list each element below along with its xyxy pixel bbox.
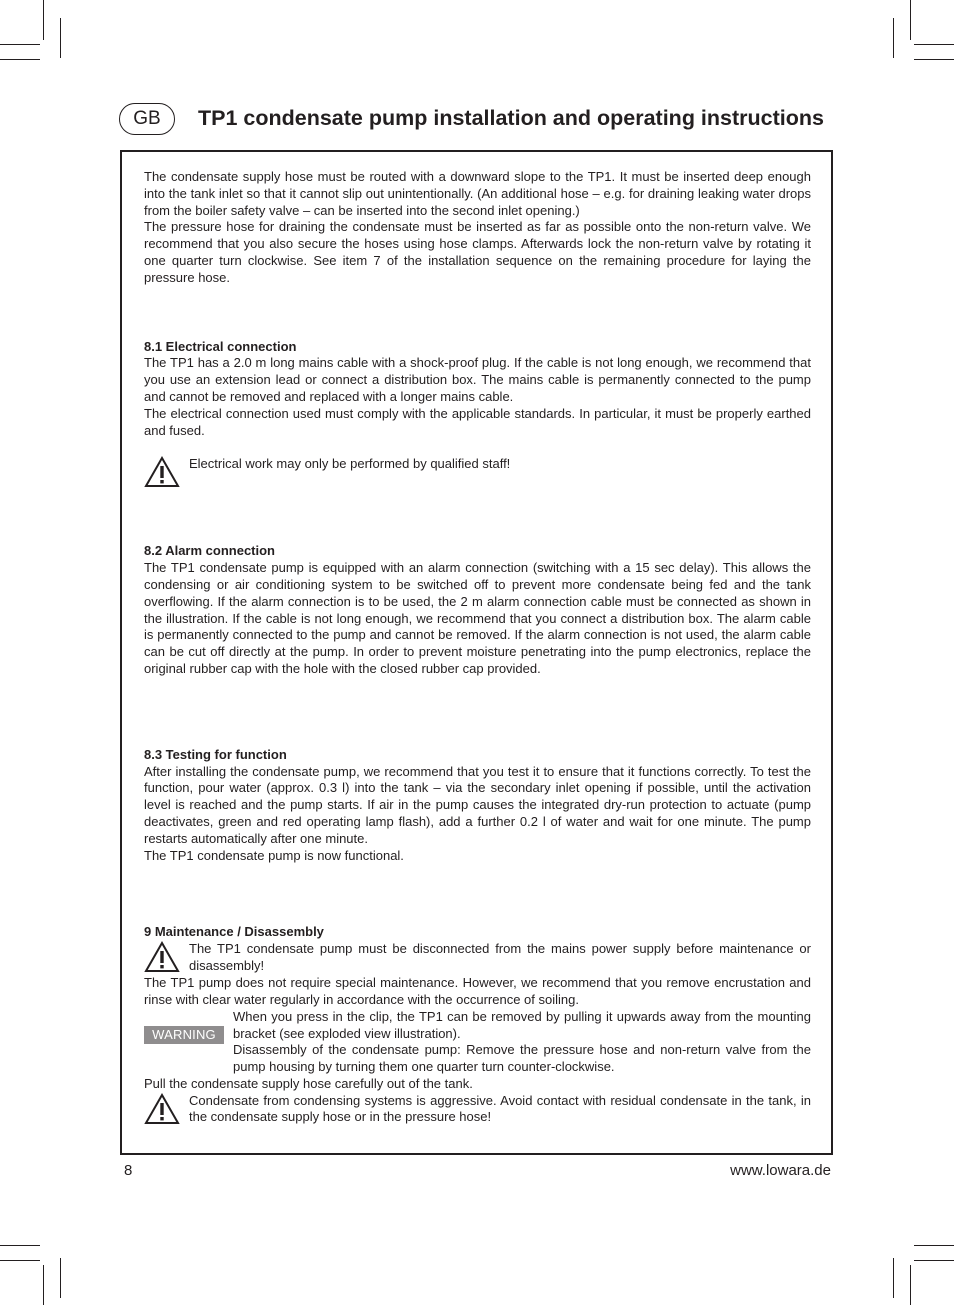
warning-icon <box>144 456 180 488</box>
electrical-paragraph: The TP1 has a 2.0 m long mains cable with a shock-proof plug. If the cable is not long enough, we recommend that you use an extension lead or connect a distribution box. The mains cable is permanently connected to the pump and cannot be removed and replaced with a longer mains cable. <box>144 355 811 404</box>
crop-mark <box>43 1265 44 1305</box>
section-heading-testing: 8.3 Testing for function <box>144 746 287 762</box>
crop-mark <box>914 1245 954 1246</box>
testing-paragraph: After installing the condensate pump, we recommend that you test it to ensure that it functions correctly. To test the function, pour water (approx. 0.3 l) into the tank – via the secondary inlet opening if possible, until the activation level is reached and the pump starts. If air in the pump causes the integrated dry-run protection to actuate (pump deactivates, green and red operating lamp flash), add a further 0.2 l of water and wait for one minute. The pump restarts automatically after one minute. <box>144 763 811 846</box>
crop-mark <box>0 59 40 60</box>
crop-mark <box>60 18 61 58</box>
section-heading-electrical: 8.1 Electrical connection <box>144 338 297 354</box>
warning-icon <box>144 941 180 973</box>
crop-mark <box>914 59 954 60</box>
section-heading-alarm: 8.2 Alarm connection <box>144 543 275 559</box>
warning-block-text: Disassembly of the condensate pump: Remove the pressure hose and non-return valve from the pump housing by turning them one quarter turn counter-clockwise. <box>233 1042 811 1075</box>
maintenance-paragraph: Pull the condensate supply hose carefully out of the tank. <box>144 1075 473 1091</box>
crop-mark <box>60 1258 61 1298</box>
electrical-paragraph: The electrical connection used must comply with the applicable standards. In particular, it must be properly earthed and fused. <box>144 405 811 438</box>
maintenance-paragraph: The TP1 pump does not require special maintenance. However, we recommend that you remove encrustation and rinse with clear water regularly in accordance with the occurrence of soiling. <box>144 975 811 1007</box>
language-badge: GB <box>119 103 175 135</box>
maintenance-warning <box>144 941 811 975</box>
crop-mark <box>0 1245 40 1246</box>
crop-mark <box>910 1265 911 1305</box>
warning-block-text: When you press in the clip, the TP1 can be removed by pulling it upwards away from the mounting bracket (see exploded view illustration). <box>233 1008 811 1041</box>
crop-mark <box>43 0 44 40</box>
crop-mark <box>914 1260 954 1261</box>
warning-text: Electrical work may only be performed by qualified staff! <box>189 456 511 472</box>
content-body <box>144 169 811 1127</box>
electrical-warning <box>144 456 811 490</box>
warning-label: WARNING <box>144 1026 224 1044</box>
crop-mark <box>893 1258 894 1298</box>
crop-mark <box>0 1260 40 1261</box>
intro-paragraph: The pressure hose for draining the condensate must be inserted as far as possible onto the non-return valve. We recommend that you also secure the hoses using hose clamps. Afterwards lock the non-return valve by rotating it one quarter turn clockwise. See item 7 of the installation sequence on the remaining procedure for laying the pressure hose. <box>144 219 811 285</box>
page-title: TP1 condensate pump installation and operating instructions <box>198 106 824 130</box>
website-url: www.lowara.de <box>730 1162 831 1179</box>
warning-label-block <box>144 1009 811 1076</box>
section-heading-maintenance: 9 Maintenance / Disassembly <box>144 924 324 940</box>
alarm-paragraph: The TP1 condensate pump is equipped with an alarm connection (switching with a 15 sec delay). This allows the condensing or air conditioning system to be switched off to prevent more condensate being fed and the tank overflowing. If the alarm connection is to be used, the 2 m alarm connection cable must be connected as shown in the illustration. If the cable is not long enough, we recommend that you connect a distribution box. The alarm cable is permanently connected to the pump and cannot be removed. If the alarm connection is not used, the alarm cable can be cut off directly at the pump. In order to prevent moisture penetrating into the pump electronics, replace the original rubber cap with the hole with the closed rubber cap provided. <box>144 560 811 676</box>
crop-mark <box>914 44 954 45</box>
crop-mark <box>0 44 40 45</box>
warning-icon <box>144 1093 180 1125</box>
testing-paragraph: The TP1 condensate pump is now functional. <box>144 847 404 863</box>
warning-text: The TP1 condensate pump must be disconnected from the mains power supply before maintenance or disassembly! <box>189 941 811 973</box>
crop-mark <box>893 18 894 58</box>
condensate-warning <box>144 1093 811 1127</box>
warning-text: Condensate from condensing systems is aggressive. Avoid contact with residual condensate in the tank, in the condensate supply hose or in the pressure hose! <box>189 1092 811 1125</box>
page-number: 8 <box>124 1162 133 1179</box>
crop-mark <box>910 0 911 40</box>
intro-paragraph: The condensate supply hose must be routed with a downward slope to the TP1. It must be inserted deep enough into the tank inlet so that it cannot slip out unintentionally. (An additional hose – e.g. for draining leaking water drops from the boiler safety valve – can be inserted into the second inlet opening.) <box>144 169 811 218</box>
